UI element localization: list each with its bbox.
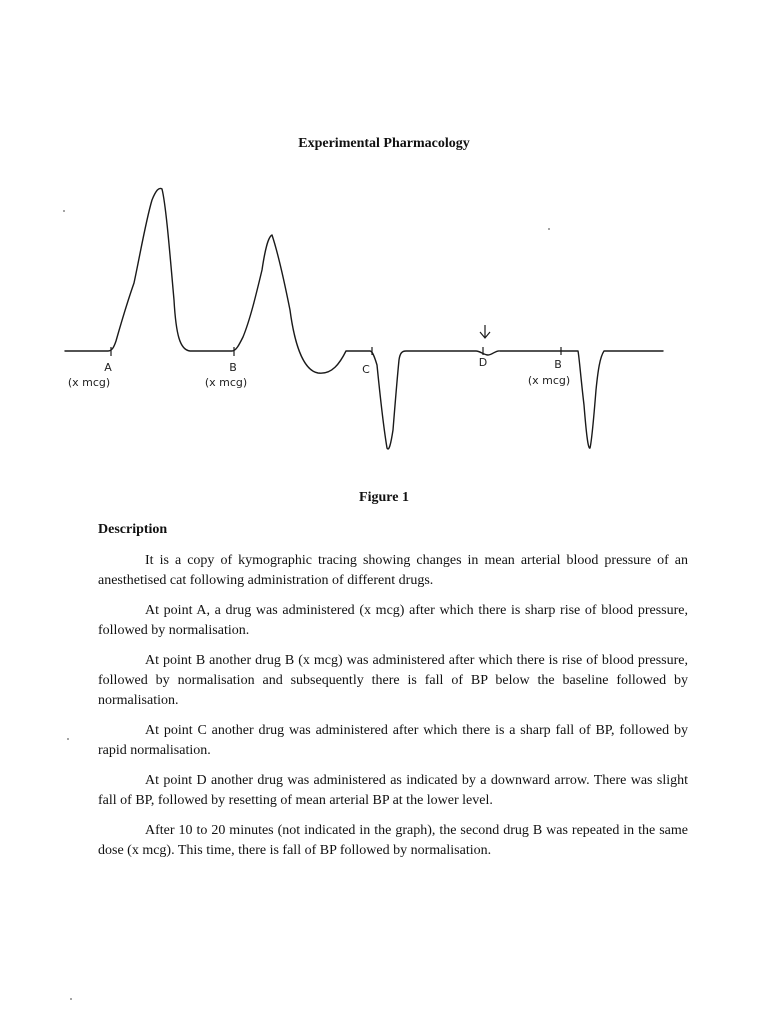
description-paragraph: After 10 to 20 minutes (not indicated in the graph), the second drug B was repeated in the same dose (x mcg). This time, there is fall of BP followed by normalisation. [98, 823, 688, 858]
down-arrow-icon [480, 325, 490, 338]
description-body [98, 551, 688, 871]
marker-d-letter: D [478, 356, 488, 369]
bp-trace-line [65, 188, 663, 449]
scan-speck [70, 998, 72, 1000]
scan-speck [63, 210, 65, 212]
marker-a-letter: A [104, 361, 112, 374]
marker-c-letter: C [362, 363, 370, 376]
marker-b1-letter: B [229, 361, 237, 374]
scan-speck [67, 738, 69, 740]
page-title: Experimental Pharmacology [298, 136, 470, 151]
marker-b2-letter: B [554, 358, 562, 371]
kymograph-tracing [0, 175, 768, 475]
description-paragraph: At point C another drug was administered after which there is a sharp fall of BP, followed by rapid normalisation. [98, 723, 688, 758]
marker-b2-dose: (x mcg) [527, 374, 571, 387]
scan-speck [548, 228, 550, 230]
description-paragraph: At point B another drug B (x mcg) was administered after which there is rise of blood pressure, followed by normalisation and subsequently there is fall of BP below the baseline followed by normalisation. [98, 653, 688, 708]
marker-b1-dose: (x mcg) [204, 376, 248, 389]
marker-a-dose: (x mcg) [67, 376, 111, 389]
figure-caption: Figure 1 [359, 490, 409, 505]
description-paragraph: At point D another drug was administered as indicated by a downward arrow. There was slight fall of BP, followed by resetting of mean arterial BP at the lower level. [98, 773, 688, 808]
description-paragraph: At point A, a drug was administered (x mcg) after which there is sharp rise of blood pressure, followed by normalisation. [98, 603, 688, 638]
description-heading: Description [98, 522, 168, 537]
description-paragraph: It is a copy of kymographic tracing showing changes in mean arterial blood pressure of an anesthetised cat following administration of different drugs. [98, 553, 688, 588]
